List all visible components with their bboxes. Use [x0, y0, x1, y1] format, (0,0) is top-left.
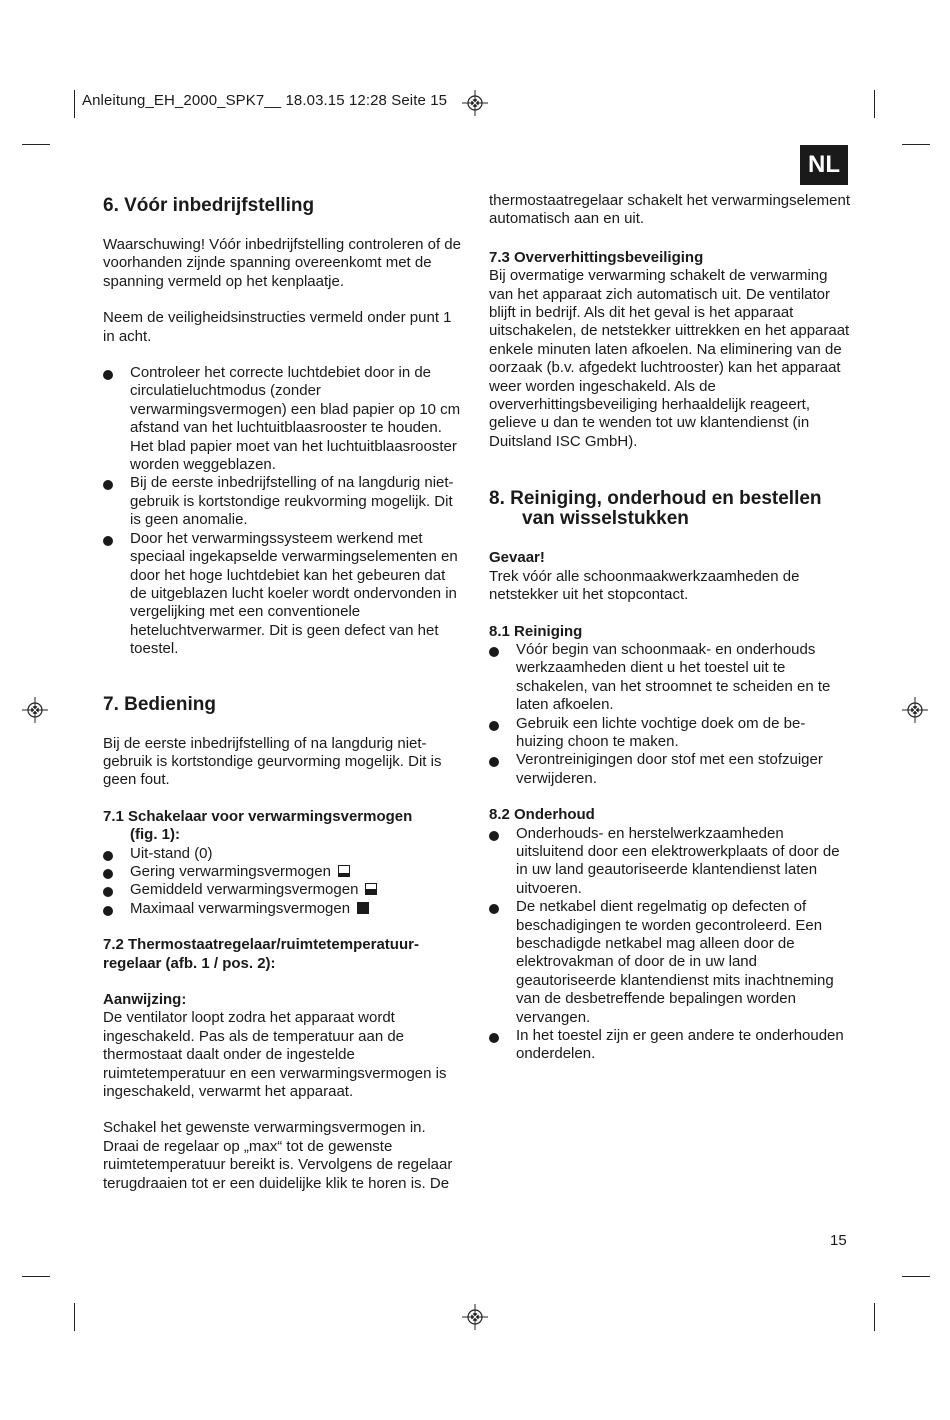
list-item-text: Uit-stand (0)	[130, 844, 213, 862]
list-item-text: Gemiddeld verwarmingsvermogen	[130, 881, 359, 899]
note-label: Aanwijzing:	[103, 991, 187, 1008]
list-item-text: Onderhouds- en herstelwerkzaamheden uitsluitend door een elektrowerkplaats of door de in uw land geautoriseerde klantendienst laten uitvoeren.	[516, 824, 840, 897]
section-6-title: 6. Vóór inbedrijfstelling	[103, 195, 315, 216]
danger-text: Trek vóór alle schoonmaakwerkzaamheden de netstekker uit het stopcontact.	[489, 567, 800, 604]
bullet-icon	[489, 647, 499, 657]
print-slug: Anleitung_EH_2000_SPK7__ 18.03.15 12:28 Seite 15	[82, 92, 448, 109]
section-7-1-title-line1: 7.1 Schakelaar voor verwarmingsvermogen	[103, 807, 413, 825]
list-item-text: Bij de eerste inbedrijfstelling of na langdurig niet-gebruik is kortstondige reukvorming mogelijk. Dit is geen anomalie.	[130, 474, 454, 529]
crop-mark-top-left-vertical	[74, 90, 75, 118]
section-8-1-title: 8.1 Reiniging	[489, 622, 583, 640]
section-7-3-text: Bij overmatige verwarming schakelt de verwarming van het apparaat zich automatisch uit. De ventilator blijft in bedrijf. Als dit het geval is het apparaat uitschakelen, de netstekker uittrekken en het apparaat enkele minuten laten afkoelen. Na eliminering van de oorzaak (b.v. afgedekt luchtrooster) kan het apparaat weer worden ingeschakeld. Als de oververhittingsbeveiliging herhaaldelijk reageert, gelieve u dan te wenden tot uw klantendienst (in Duitsland ISC GmbH).	[489, 267, 850, 450]
list-item-text: Maximaal verwarmingsvermogen	[130, 899, 351, 917]
registration-crosshair-icon	[462, 1304, 488, 1330]
list-item	[489, 751, 851, 788]
crop-mark-bottom-right-vertical	[874, 1303, 875, 1331]
registration-crosshair-icon	[902, 697, 928, 723]
list-item-text: Controleer het correcte luchtdebiet door in de circulatieluchtmodus (zonder verwarmingsvermogen) een blad papier op 10 cm afstand van het luchtuitblaasrooster te houden. Het blad papier moet van het luchtuitblaasrooster worden weggeblazen.	[130, 364, 461, 474]
list-item-text: Gebruik een lichte vochtige doek om de be-huizing choon te maken.	[516, 714, 806, 750]
list-item	[489, 825, 851, 899]
section-6-warning: Waarschuwing! Vóór inbedrijfstelling controleren of de voorhanden zijnde spanning overeenkomt met de spanning vermeld op het kenplaatje.	[103, 236, 461, 290]
bullet-icon	[489, 757, 499, 767]
section-7-title: 7. Bediening	[103, 693, 216, 715]
bullet-icon	[489, 831, 499, 841]
bullet-icon	[103, 536, 113, 546]
cleaning-list	[489, 641, 851, 788]
list-item	[103, 474, 465, 529]
list-item	[103, 530, 465, 659]
list-item	[103, 900, 465, 918]
bullet-icon	[489, 1033, 499, 1043]
list-item	[103, 863, 465, 881]
continued-text: thermostaatregelaar schakelt het verwarmingselement automatisch aan en uit.	[489, 192, 851, 228]
crop-mark-top-left-horizontal	[22, 144, 50, 145]
crop-mark-bottom-right-horizontal	[902, 1276, 930, 1277]
list-item	[489, 641, 851, 715]
crop-mark-bottom-left-horizontal	[22, 1276, 50, 1277]
page-number: 15	[830, 1232, 847, 1249]
bullet-icon	[103, 851, 113, 861]
registration-crosshair-icon	[22, 697, 48, 723]
crop-mark-top-right-horizontal	[902, 144, 930, 145]
list-item-text: Vóór begin van schoonmaak- en onderhouds werkzaamheden dient u het toestel uit te schakelen, van het stroomnet te scheiden en te laten afkoelen.	[516, 640, 831, 714]
section-8-title	[489, 489, 851, 529]
section-8-title-line1: 8. Reiniging, onderhoud en bestellen	[489, 488, 822, 510]
list-item	[489, 1027, 851, 1064]
section-6-safety-note: Neem de veiligheidsinstructies vermeld onder punt 1 in acht.	[103, 309, 452, 345]
language-badge: NL	[800, 145, 848, 185]
list-item-text: De netkabel dient regelmatig op defecten of beschadigingen te worden gecontroleerd. Een beschadigde netkabel mag alleen door de elektrovakman of door de in uw land geautoriseerde klantendienst mits inachtneming van de desbetreffende bepalingen worden vervangen.	[516, 898, 834, 1026]
list-item	[489, 898, 851, 1027]
note-text: De ventilator loopt zodra het apparaat wordt ingeschakeld. Pas als de temperatuur aan de thermostaat daalt onder de ingestelde ruimtetemperatuur en een verwarmingsvermogen is ingeschakeld, verwarmt het apparaat.	[103, 1009, 447, 1101]
power-low-icon	[338, 865, 350, 877]
heating-level-list	[103, 845, 465, 919]
list-item-text: Door het verwarmingssysteem werkend met speciaal ingekapselde verwarmingselementen en door het hoge luchtdebiet kan het gebeuren dat de uitgeblazen lucht koeler wordt ondervonden in vergelijking met een conventionele heteluchtverwarmer. Dit is geen defect van het toestel.	[130, 529, 458, 658]
crop-mark-top-right-vertical	[874, 90, 875, 118]
list-item	[103, 881, 465, 899]
section-7-2-instructions: Schakel het gewenste verwarmingsvermogen in. Draai de regelaar op „max“ tot de gewenste ruimtetemperatuur bereikt is. Vervolgens de regelaar terugdraaien tot er een duidelijke klik te horen is. De	[103, 1119, 453, 1192]
bullet-icon	[103, 906, 113, 916]
section-7-3-title: 7.3 Oververhittingsbeveiliging	[489, 248, 704, 266]
list-item	[103, 364, 465, 474]
registration-crosshair-icon	[462, 90, 488, 116]
section-7-1-title-line2: (fig. 1):	[130, 826, 180, 844]
list-item-text: Verontreinigingen door stof met een stofzuiger verwijderen.	[516, 751, 823, 787]
right-column	[489, 192, 851, 1064]
bullet-icon	[489, 904, 499, 914]
section-7-intro: Bij de eerste inbedrijfstelling of na langdurig niet-gebruik is kortstondige geurvorming mogelijk. Dit is geen fout.	[103, 734, 442, 789]
left-column	[103, 192, 465, 1193]
power-medium-icon	[365, 883, 377, 895]
maintenance-list	[489, 825, 851, 1064]
section-8-title-line2: van wisselstukken	[522, 508, 689, 530]
danger-label: Gevaar!	[489, 549, 545, 567]
bullet-icon	[103, 887, 113, 897]
bullet-icon	[103, 869, 113, 879]
list-item	[489, 715, 851, 752]
list-item-text: In het toestel zijn er geen andere te onderhouden onderdelen.	[516, 1027, 844, 1063]
section-7-1-title	[103, 808, 465, 845]
bullet-icon	[489, 721, 499, 731]
crop-mark-bottom-left-vertical	[74, 1303, 75, 1331]
section-6-bullet-list	[103, 364, 465, 659]
list-item	[103, 845, 465, 863]
section-7-2-title: 7.2 Thermostaatregelaar/ruimtetemperatuur-regelaar (afb. 1 / pos. 2):	[103, 936, 419, 972]
bullet-icon	[103, 480, 113, 490]
power-high-icon	[357, 902, 369, 914]
bullet-icon	[103, 370, 113, 380]
list-item-text: Gering verwarmingsvermogen	[130, 862, 331, 880]
section-8-2-title: 8.2 Onderhoud	[489, 806, 595, 824]
